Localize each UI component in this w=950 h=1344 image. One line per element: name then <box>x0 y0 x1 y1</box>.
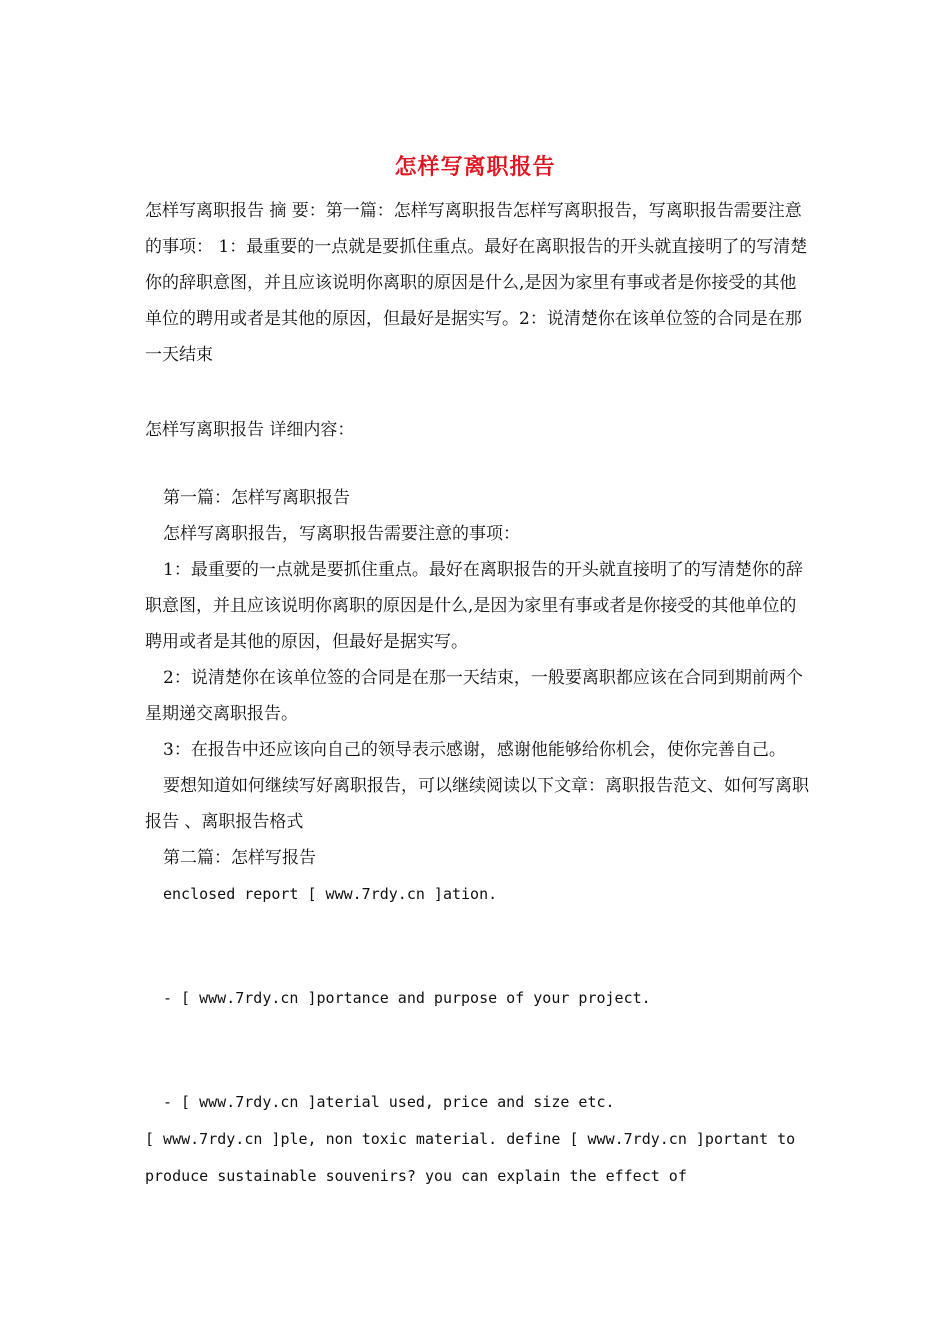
english-line: enclosed report [ www.7rdy.cn ]ation. <box>163 885 498 903</box>
body-paragraph: 要想知道如何继续写好离职报告，可以继续阅读以下文章：离职报告范文、如何写离职报告 、离职报告格式 <box>145 776 809 832</box>
blank-space <box>145 1017 810 1084</box>
detail-heading: 怎样写离职报告 详细内容： <box>145 420 355 440</box>
body-paragraph: 3：在报告中还应该向自己的领导表示感谢，感谢他能够给你机会，使你完善自己。 <box>163 740 786 760</box>
document-title: 怎样写离职报告 <box>394 154 556 180</box>
section-heading-first: 第一篇：怎样写离职报告 <box>163 488 350 508</box>
english-line: - [ www.7rdy.cn ]portance and purpose of your project. <box>163 989 651 1007</box>
blank-space <box>145 913 810 980</box>
summary-paragraph: 怎样写离职报告 摘 要：第一篇：怎样写离职报告怎样写离职报告，写离职报告需要注意的事项： 1：最重要的一点就是要抓住重点。最好在离职报告的开头就直接明了的写清楚你的辞职意图，并且应该说明你离职的原因是什么,是因为家里有事或者是你接受的其他单位的聘用或者是其他的原因，但最好是据实写。2：说清楚你在该单位签的合同是在那一天结束 <box>145 201 808 365</box>
body-paragraph: 怎样写离职报告，写离职报告需要注意的事项： <box>163 524 520 544</box>
english-line: - [ www.7rdy.cn ]aterial used, price and size etc. <box>163 1093 615 1111</box>
body-paragraph: 1：最重要的一点就是要抓住重点。最好在离职报告的开头就直接明了的写清楚你的辞职意图，并且应该说明你离职的原因是什么,是因为家里有事或者是你接受的其他单位的聘用或者是其他的原因，但最好是据实写。 <box>145 560 803 652</box>
english-line: [ www.7rdy.cn ]ple, non toxic material. define [ www.7rdy.cn ]portant to produce sustainable souvenirs? you can explain the effect of <box>145 1130 796 1185</box>
document-body <box>145 480 810 1195</box>
body-paragraph: 2：说清楚你在该单位签的合同是在那一天结束，一般要离职都应该在合同到期前两个星期递交离职报告。 <box>145 668 803 724</box>
section-heading-second: 第二篇：怎样写报告 <box>163 848 316 868</box>
